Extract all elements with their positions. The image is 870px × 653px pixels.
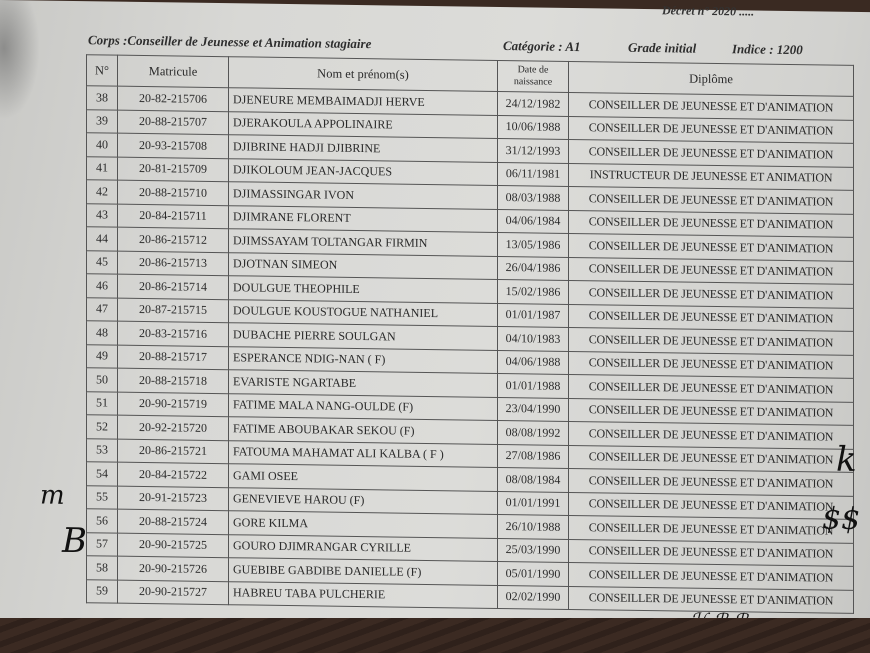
row-number: 49	[87, 344, 118, 368]
row-matricule: 20-93-215708	[118, 133, 229, 158]
row-diplome: CONSEILLER DE JEUNESSE ET D'ANIMATION	[569, 492, 854, 519]
row-number: 56	[87, 509, 118, 533]
row-number: 43	[87, 203, 118, 227]
row-nom: GOURO DJIMRANGAR CYRILLE	[229, 534, 498, 561]
row-diplome: CONSEILLER DE JEUNESSE ET D'ANIMATION	[569, 139, 854, 166]
row-date-naissance: 26/10/1988	[498, 514, 569, 538]
row-nom: DJOTNAN SIMEON	[229, 252, 498, 279]
row-diplome: CONSEILLER DE JEUNESSE ET D'ANIMATION	[569, 586, 854, 613]
row-nom: DJENEURE MEMBAIMADJI HERVE	[229, 88, 498, 115]
row-date-naissance: 05/01/1990	[498, 561, 569, 585]
row-number: 45	[87, 250, 118, 274]
col-nom: Nom et prénom(s)	[229, 57, 498, 92]
row-date-naissance: 23/04/1990	[498, 397, 569, 421]
row-diplome: CONSEILLER DE JEUNESSE ET D'ANIMATION	[569, 445, 854, 472]
row-nom: HABREU TABA PULCHERIE	[229, 581, 498, 608]
row-matricule: 20-86-215713	[118, 251, 229, 276]
row-matricule: 20-90-215725	[118, 533, 229, 558]
row-diplome: CONSEILLER DE JEUNESSE ET D'ANIMATION	[569, 327, 854, 354]
row-number: 50	[87, 368, 118, 392]
row-date-naissance: 25/03/1990	[498, 538, 569, 562]
wooden-surface	[0, 618, 870, 653]
row-diplome: CONSEILLER DE JEUNESSE ET D'ANIMATION	[569, 374, 854, 401]
row-date-naissance: 31/12/1993	[498, 138, 569, 162]
row-matricule: 20-84-215722	[118, 462, 229, 487]
row-number: 40	[87, 133, 118, 157]
row-date-naissance: 13/05/1986	[498, 232, 569, 256]
row-date-naissance: 08/03/1988	[498, 185, 569, 209]
row-number: 55	[87, 485, 118, 509]
row-number: 57	[87, 532, 118, 556]
handwritten-initials: m	[40, 480, 65, 511]
row-date-naissance: 01/01/1988	[498, 373, 569, 397]
row-matricule: 20-90-215726	[118, 556, 229, 581]
row-nom: DUBACHE PIERRE SOULGAN	[229, 323, 498, 350]
row-number: 38	[87, 86, 118, 110]
row-matricule: 20-88-215724	[118, 509, 229, 534]
row-number: 47	[87, 297, 118, 321]
ink-smudge	[0, 0, 40, 121]
row-matricule: 20-88-215710	[118, 180, 229, 205]
row-matricule: 20-82-215706	[118, 86, 229, 111]
row-number: 53	[87, 438, 118, 462]
col-diplome: Diplôme	[569, 61, 854, 96]
row-diplome: CONSEILLER DE JEUNESSE ET D'ANIMATION	[569, 539, 854, 566]
row-nom: FATOUMA MAHAMAT ALI KALBA ( F )	[229, 440, 498, 467]
grade-label: Grade initial	[628, 39, 697, 56]
row-nom: GORE KILMA	[229, 511, 498, 538]
row-date-naissance: 04/10/1983	[498, 326, 569, 350]
personnel-table	[86, 54, 854, 614]
row-matricule: 20-88-215707	[118, 110, 229, 135]
row-number: 48	[87, 321, 118, 345]
categorie-label: Catégorie : A1	[503, 38, 581, 55]
row-number: 39	[87, 109, 118, 133]
row-matricule: 20-86-215721	[118, 439, 229, 464]
row-nom: DJIKOLOUM JEAN-JACQUES	[229, 158, 498, 185]
row-diplome: CONSEILLER DE JEUNESSE ET D'ANIMATION	[569, 398, 854, 425]
row-diplome: CONSEILLER DE JEUNESSE ET D'ANIMATION	[569, 280, 854, 307]
row-date-naissance: 04/06/1984	[498, 209, 569, 233]
row-number: 51	[87, 391, 118, 415]
row-number: 44	[87, 227, 118, 251]
row-matricule: 20-84-215711	[118, 204, 229, 229]
row-number: 58	[87, 556, 118, 580]
row-matricule: 20-86-215712	[118, 227, 229, 252]
row-diplome: CONSEILLER DE JEUNESSE ET D'ANIMATION	[569, 92, 854, 119]
handwritten-signature: $$	[822, 501, 861, 538]
row-date-naissance: 02/02/1990	[498, 585, 569, 609]
row-date-naissance: 24/12/1982	[498, 91, 569, 115]
row-matricule: 20-87-215715	[118, 298, 229, 323]
row-nom: DJIMRANE FLORENT	[229, 205, 498, 232]
row-diplome: CONSEILLER DE JEUNESSE ET D'ANIMATION	[569, 233, 854, 260]
row-date-naissance: 10/06/1988	[498, 115, 569, 139]
row-number: 46	[87, 274, 118, 298]
col-matricule: Matricule	[118, 55, 229, 88]
row-date-naissance: 06/11/1981	[498, 162, 569, 186]
row-diplome: CONSEILLER DE JEUNESSE ET D'ANIMATION	[569, 515, 854, 542]
row-nom: GUEBIBE GABDIBE DANIELLE (F)	[229, 558, 498, 585]
row-diplome: CONSEILLER DE JEUNESSE ET D'ANIMATION	[569, 116, 854, 143]
row-number: 52	[87, 415, 118, 439]
row-diplome: CONSEILLER DE JEUNESSE ET D'ANIMATION	[569, 304, 854, 331]
row-nom: ESPERANCE NDIG-NAN ( F)	[229, 346, 498, 373]
corps-label: Corps :Conseiller de Jeunesse et Animation stagiaire	[88, 32, 372, 52]
row-matricule: 20-86-215714	[118, 274, 229, 299]
row-nom: GENEVIEVE HAROU (F)	[229, 487, 498, 514]
col-date-naissance: Date de naissance	[498, 60, 569, 92]
row-diplome: CONSEILLER DE JEUNESSE ET D'ANIMATION	[569, 351, 854, 378]
row-nom: DJIMASSINGAR IVON	[229, 182, 498, 209]
row-number: 54	[87, 462, 118, 486]
handwritten-initials: B	[62, 520, 87, 562]
handwritten-initials: k	[836, 439, 857, 480]
row-matricule: 20-88-215718	[118, 368, 229, 393]
row-nom: DOULGUE THEOPHILE	[229, 276, 498, 303]
row-nom: FATIME ABOUBAKAR SEKOU (F)	[229, 417, 498, 444]
row-matricule: 20-90-215727	[118, 580, 229, 605]
indice-label: Indice : 1200	[732, 41, 803, 58]
row-nom: FATIME MALA NANG-OULDE (F)	[229, 393, 498, 420]
row-date-naissance: 01/01/1987	[498, 303, 569, 327]
row-diplome: INSTRUCTEUR DE JEUNESSE ET ANIMATION	[569, 163, 854, 190]
row-matricule: 20-83-215716	[118, 321, 229, 346]
row-date-naissance: 26/04/1986	[498, 256, 569, 280]
decret-reference: Décret n° 2020 .....	[662, 3, 755, 19]
row-matricule: 20-90-215719	[118, 392, 229, 417]
row-date-naissance: 01/01/1991	[498, 491, 569, 515]
row-date-naissance: 15/02/1986	[498, 279, 569, 303]
row-number: 41	[87, 156, 118, 180]
row-nom: DOULGUE KOUSTOGUE NATHANIEL	[229, 299, 498, 326]
row-diplome: CONSEILLER DE JEUNESSE ET D'ANIMATION	[569, 468, 854, 495]
row-date-naissance: 27/08/1986	[498, 444, 569, 468]
row-nom: GAMI OSEE	[229, 464, 498, 491]
row-date-naissance: 08/08/1992	[498, 420, 569, 444]
row-diplome: CONSEILLER DE JEUNESSE ET D'ANIMATION	[569, 421, 854, 448]
row-number: 42	[87, 180, 118, 204]
row-nom: DJIMSSAYAM TOLTANGAR FIRMIN	[229, 229, 498, 256]
row-date-naissance: 04/06/1988	[498, 350, 569, 374]
row-diplome: CONSEILLER DE JEUNESSE ET D'ANIMATION	[569, 257, 854, 284]
row-matricule: 20-92-215720	[118, 415, 229, 440]
row-nom: DJIBRINE HADJI DJIBRINE	[229, 135, 498, 162]
col-no: N°	[87, 55, 118, 86]
row-diplome: CONSEILLER DE JEUNESSE ET D'ANIMATION	[569, 210, 854, 237]
row-diplome: CONSEILLER DE JEUNESSE ET D'ANIMATION	[569, 186, 854, 213]
row-matricule: 20-91-215723	[118, 486, 229, 511]
row-date-naissance: 08/08/1984	[498, 467, 569, 491]
row-matricule: 20-81-215709	[118, 157, 229, 182]
row-nom: EVARISTE NGARTABE	[229, 370, 498, 397]
row-diplome: CONSEILLER DE JEUNESSE ET D'ANIMATION	[569, 562, 854, 589]
row-nom: DJERAKOULA APPOLINAIRE	[229, 111, 498, 138]
row-matricule: 20-88-215717	[118, 345, 229, 370]
row-number: 59	[87, 579, 118, 603]
